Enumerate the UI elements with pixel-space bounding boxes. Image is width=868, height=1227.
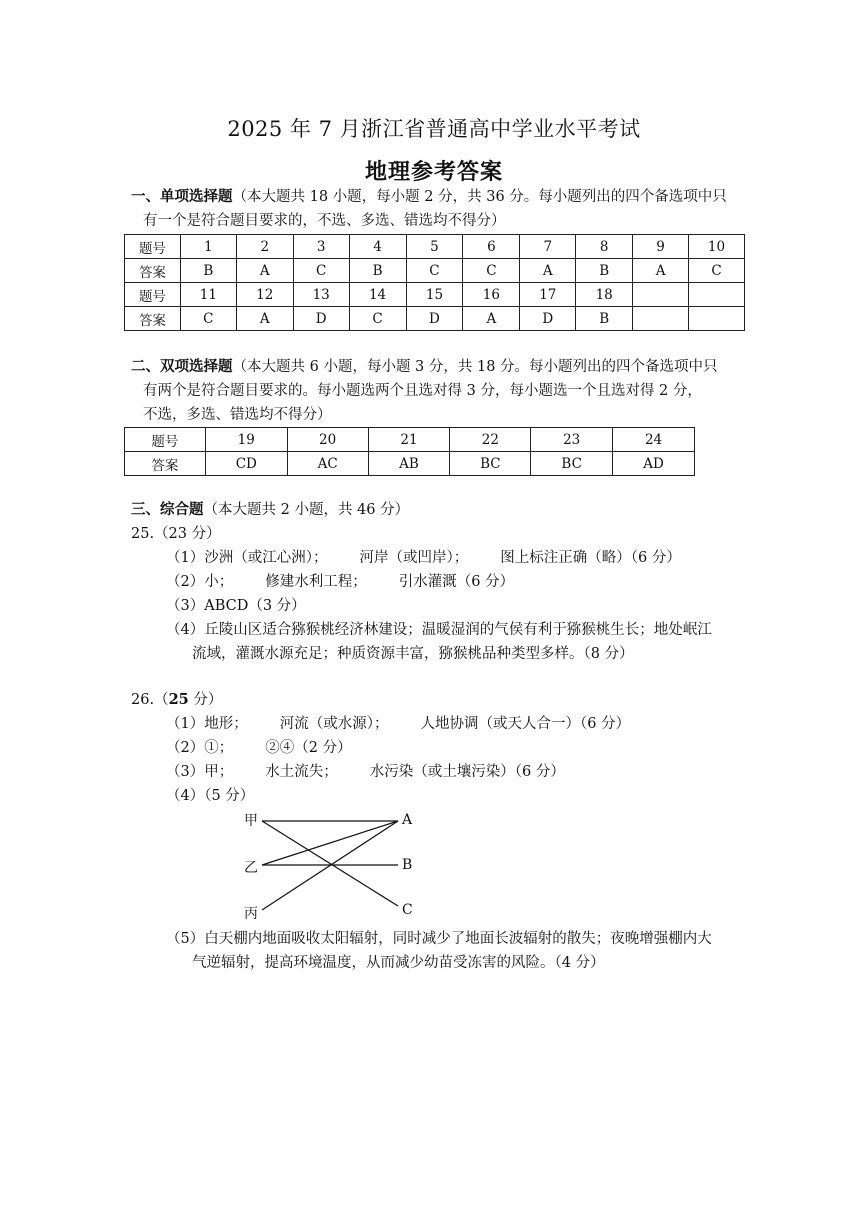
part2-heading-bold: 二、双项选择题 xyxy=(131,358,233,375)
q25-answer-4-line1: （4）丘陵山区适合猕猴桃经济林建设；温暖湿润的气侯有利于猕猴桃生长；地处岷江 xyxy=(166,622,712,638)
answer-cell: B xyxy=(180,259,236,283)
matching-diagram xyxy=(238,808,428,923)
question-cell: 15 xyxy=(406,283,463,307)
q25-label: 25.（23 分） xyxy=(131,526,221,542)
question-cell: 3 xyxy=(293,235,349,259)
part3-heading-text: （本大题共 2 小题，共 46 分） xyxy=(203,502,410,518)
answer-cell: A xyxy=(463,307,520,331)
table-row-answers-2 xyxy=(125,307,745,331)
answer-cell: C xyxy=(406,259,463,283)
double-choice-answer-table xyxy=(124,427,695,476)
diagram-label-left: 乙 xyxy=(244,860,258,876)
part1-heading xyxy=(131,185,741,233)
answer-cell: AB xyxy=(368,452,450,476)
question-cell: 16 xyxy=(463,283,520,307)
q25-a1-part: （1）沙洲（或江心洲）； xyxy=(166,550,328,566)
answer-cell: D xyxy=(406,307,463,331)
q25-a1-part: 河岸（或凹岸）； xyxy=(359,550,469,566)
q26-label xyxy=(131,688,222,712)
answer-cell xyxy=(689,307,745,331)
q26-a3-part: （3）甲； xyxy=(166,764,234,780)
answer-cell: A xyxy=(633,259,689,283)
diagram-label-right: B xyxy=(402,857,413,873)
row-label-question: 题号 xyxy=(125,283,181,307)
table-row-answers xyxy=(125,452,695,476)
q26-a1-part: 河流（或水源）； xyxy=(279,716,389,732)
line-yi-a xyxy=(262,821,398,865)
row-label-answer: 答案 xyxy=(125,452,206,476)
answer-cell: AD xyxy=(613,452,695,476)
q25-answer-3: （3）ABCD（3 分） xyxy=(166,598,306,614)
diagram-label-left: 丙 xyxy=(244,906,258,922)
question-cell: 17 xyxy=(520,283,576,307)
question-cell: 22 xyxy=(450,428,531,452)
question-cell: 6 xyxy=(463,235,520,259)
q26-answer-5-line1: （5）白天棚内地面吸收太阳辐射，同时减少了地面长波辐射的散失；夜晚增强棚内大 xyxy=(166,931,712,947)
part2-heading-text2: 有两个是符合题目要求的。每小题选两个且选对得 3 分，每小题选一个且选对得 2 分， xyxy=(143,383,702,399)
page-subtitle: 地理参考答案 xyxy=(364,159,503,185)
q26-a1-part: （1）地形； xyxy=(166,716,248,732)
table-row-questions-1 xyxy=(125,235,745,259)
answer-cell: B xyxy=(349,259,406,283)
diagram-label-left: 甲 xyxy=(244,813,258,829)
table-row-questions-2 xyxy=(125,283,745,307)
q26-answer-1 xyxy=(166,712,630,736)
question-cell: 23 xyxy=(531,428,613,452)
answer-cell: C xyxy=(293,259,349,283)
part1-heading-text: （本大题共 18 小题，每小题 2 分，共 36 分。每小题列出的四个备选项中只 xyxy=(232,189,727,205)
q26-label-score: 25 xyxy=(168,691,189,708)
q26-answer-3 xyxy=(166,760,565,784)
question-cell: 14 xyxy=(349,283,406,307)
answer-cell: A xyxy=(520,259,576,283)
q26-a3-part: 水土流失； xyxy=(265,764,338,780)
table-row-questions xyxy=(125,428,695,452)
q25-answer-2 xyxy=(166,570,514,594)
part3-heading-bold: 三、综合题 xyxy=(131,501,204,518)
question-cell: 7 xyxy=(520,235,576,259)
row-label-question: 题号 xyxy=(125,428,206,452)
question-cell: 5 xyxy=(406,235,463,259)
question-cell: 1 xyxy=(180,235,236,259)
answer-cell: C xyxy=(463,259,520,283)
part3-heading xyxy=(131,498,741,522)
q25-a2-part: 修建水利工程； xyxy=(265,574,367,590)
q26-label-suffix: 分） xyxy=(188,692,223,708)
answer-cell: D xyxy=(520,307,576,331)
question-cell: 4 xyxy=(349,235,406,259)
q25-a1-part: 图上标注正确（略）（6 分） xyxy=(500,550,681,566)
part1-heading-text2: 有一个是符合题目要求的，不选、多选、错选均不得分） xyxy=(143,213,506,229)
q26-a2-part: ②④（2 分） xyxy=(265,740,352,756)
answer-cell: C xyxy=(349,307,406,331)
question-cell: 24 xyxy=(613,428,695,452)
answer-cell xyxy=(633,307,689,331)
question-cell: 20 xyxy=(287,428,368,452)
q25-a2-part: （2）小； xyxy=(166,574,234,590)
answer-cell: B xyxy=(576,259,633,283)
question-cell: 18 xyxy=(576,283,633,307)
question-cell: 11 xyxy=(180,283,236,307)
answer-cell: D xyxy=(293,307,349,331)
q25-answer-1 xyxy=(166,546,681,570)
part2-heading-text3: 不选，多选、错选均不得分） xyxy=(143,407,332,423)
question-cell: 9 xyxy=(633,235,689,259)
answer-cell: A xyxy=(236,259,293,283)
page-title: 2025 年 7 月浙江省普通高中学业水平考试 xyxy=(227,117,641,141)
question-cell: 21 xyxy=(368,428,450,452)
row-label-answer: 答案 xyxy=(125,307,181,331)
part2-heading-text: （本大题共 6 小题，每小题 3 分，共 18 分。每小题列出的四个备选项中只 xyxy=(232,359,718,375)
q26-answer-4: （4）（5 分） xyxy=(166,788,255,804)
answer-cell: B xyxy=(576,307,633,331)
diagram-label-right: A xyxy=(402,812,413,828)
q26-answer-5-line2: 气逆辐射，提高环境温度，从而减少幼苗受冻害的风险。（4 分） xyxy=(192,955,605,971)
question-cell: 8 xyxy=(576,235,633,259)
diagram-label-right: C xyxy=(402,902,413,918)
question-cell: 10 xyxy=(689,235,745,259)
q25-answer-4-line2: 流域，灌溉水源充足；种质资源丰富，猕猴桃品种类型多样。（8 分） xyxy=(192,646,634,662)
table-row-answers-1 xyxy=(125,259,745,283)
q25-a2-part: 引水灌溉（6 分） xyxy=(398,574,515,590)
matching-lines xyxy=(238,808,428,923)
row-label-answer: 答案 xyxy=(125,259,181,283)
q26-label-prefix: 26.（ xyxy=(131,692,169,708)
answer-cell: C xyxy=(180,307,236,331)
answer-cell: BC xyxy=(450,452,531,476)
q26-answer-2 xyxy=(166,736,352,760)
row-label-question: 题号 xyxy=(125,235,181,259)
answer-cell: A xyxy=(236,307,293,331)
question-cell: 12 xyxy=(236,283,293,307)
question-cell xyxy=(689,283,745,307)
question-cell: 2 xyxy=(236,235,293,259)
question-cell xyxy=(633,283,689,307)
answer-cell: C xyxy=(689,259,745,283)
part2-heading xyxy=(131,355,741,427)
q26-a3-part: 水污染（或土壤污染）（6 分） xyxy=(369,764,565,780)
answer-cell: CD xyxy=(205,452,287,476)
q26-a2-part: （2）①； xyxy=(166,740,234,756)
answer-cell: BC xyxy=(531,452,613,476)
question-cell: 13 xyxy=(293,283,349,307)
question-cell: 19 xyxy=(205,428,287,452)
q26-a1-part: 人地协调（或天人合一）（6 分） xyxy=(420,716,631,732)
single-choice-answer-table xyxy=(124,234,745,331)
part1-heading-bold: 一、单项选择题 xyxy=(131,188,233,205)
answer-cell: AC xyxy=(287,452,368,476)
